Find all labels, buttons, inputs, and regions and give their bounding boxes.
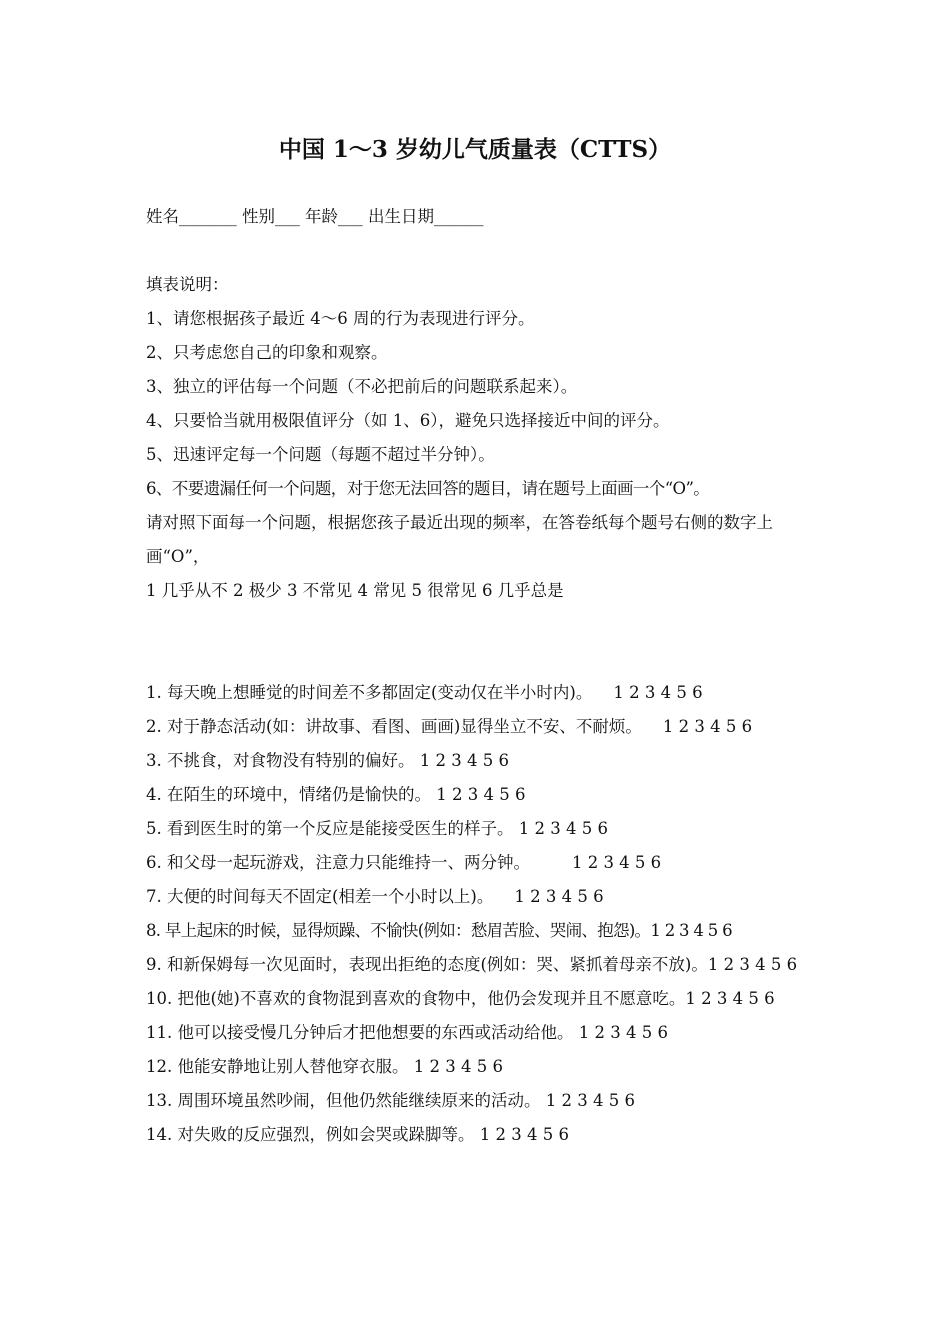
question-text: 5. 看到医生时的第一个反应是能接受医生的样子。 <box>146 819 514 838</box>
question-text: 8. 早上起床的时候，显得烦躁、不愉快(例如：愁眉苦脸、哭闹、抱怨)。 <box>146 921 651 940</box>
question-scale: 1 2 3 4 5 6 <box>573 1023 668 1042</box>
question-scale: 1 2 3 4 5 6 <box>431 785 526 804</box>
question-text: 14. 对失败的反应强烈，例如会哭或跺脚等。 <box>146 1125 475 1144</box>
question-scale: 1 2 3 4 5 6 <box>592 683 703 702</box>
question-item <box>146 1084 826 1118</box>
question-item <box>146 676 826 710</box>
question-scale: 1 2 3 4 5 6 <box>707 955 798 974</box>
question-scale: 1 2 3 4 5 6 <box>474 1125 569 1144</box>
question-text: 2. 对于静态活动(如：讲故事、看图、画画)显得坐立不安、不耐烦。 <box>146 717 642 736</box>
question-scale: 1 2 3 4 5 6 <box>408 1057 503 1076</box>
question-scale: 1 2 3 4 5 6 <box>530 853 662 872</box>
instruction-item: 6、不要遗漏任何一个问题，对于您无法回答的题目，请在题号上面画一个“O”。 <box>146 479 710 498</box>
question-item <box>146 948 826 982</box>
page-title: 中国 1～3 岁幼儿气质量表（CTTS） <box>278 136 672 163</box>
question-scale: 1 2 3 4 5 6 <box>641 717 753 736</box>
question-text: 11. 他可以接受慢几分钟后才把他想要的东西或活动给他。 <box>146 1023 574 1042</box>
question-item <box>146 1050 826 1084</box>
question-item <box>146 1016 826 1050</box>
instructions-heading: 填表说明： <box>146 275 229 294</box>
question-scale: 1 2 3 4 5 6 <box>513 819 608 838</box>
question-item <box>146 744 826 778</box>
question-text: 7. 大便的时间每天不固定(相差一个小时以上)。 <box>146 887 494 906</box>
rating-scale-legend: 1 几乎从不 2 极少 3 不常见 4 常见 5 很常见 6 几乎总是 <box>146 581 564 600</box>
question-text: 13. 周围环境虽然吵闹，但他仍然能继续原来的活动。 <box>146 1091 541 1110</box>
instruction-item: 1、请您根据孩子最近 4～6 周的行为表现进行评分。 <box>146 309 535 328</box>
question-item <box>146 846 826 880</box>
question-list <box>146 676 826 1152</box>
question-item <box>146 1118 826 1152</box>
question-text: 1. 每天晚上想睡觉的时间差不多都固定(变动仅在半小时内)。 <box>146 683 593 702</box>
document-body <box>146 200 826 1152</box>
question-scale: 1 2 3 4 5 6 <box>414 751 509 770</box>
question-scale: 1 2 3 4 5 6 <box>540 1091 635 1110</box>
question-text: 4. 在陌生的环境中，情绪仍是愉快的。 <box>146 785 431 804</box>
question-text: 3. 不挑食，对食物没有特别的偏好。 <box>146 751 415 770</box>
instruction-item: 请对照下面每一个问题，根据您孩子最近出现的频率，在答卷纸每个题号右侧的数字上画“O”， <box>146 513 773 566</box>
question-item <box>146 778 826 812</box>
question-text: 9. 和新保姆每一次见面时，表现出拒绝的态度(例如：哭、紧抓着母亲不放)。 <box>146 955 708 974</box>
question-text: 10. 把他(她)不喜欢的食物混到喜欢的食物中，他仍会发现并且不愿意吃。 <box>146 989 686 1008</box>
question-item <box>146 880 826 914</box>
question-item <box>146 710 826 744</box>
question-scale: 1 2 3 4 5 6 <box>650 921 732 940</box>
instruction-item: 4、只要恰当就用极限值评分（如 1、6），避免只选择接近中间的评分。 <box>146 411 670 430</box>
info-line: 姓名_______ 性别___ 年龄___ 出生日期______ <box>146 207 484 226</box>
question-item <box>146 914 826 948</box>
question-scale: 1 2 3 4 5 6 <box>685 989 775 1008</box>
question-item <box>146 812 826 846</box>
instruction-item: 2、只考虑您自己的印象和观察。 <box>146 343 388 362</box>
question-scale: 1 2 3 4 5 6 <box>493 887 604 906</box>
instruction-item: 3、独立的评估每一个问题（不必把前后的问题联系起来）。 <box>146 377 578 396</box>
question-text: 12. 他能安静地让别人替他穿衣服。 <box>146 1057 409 1076</box>
question-item <box>146 982 826 1016</box>
instruction-item: 5、迅速评定每一个问题（每题不超过半分钟）。 <box>146 445 495 464</box>
question-text: 6. 和父母一起玩游戏，注意力只能维持一、两分钟。 <box>146 853 530 872</box>
